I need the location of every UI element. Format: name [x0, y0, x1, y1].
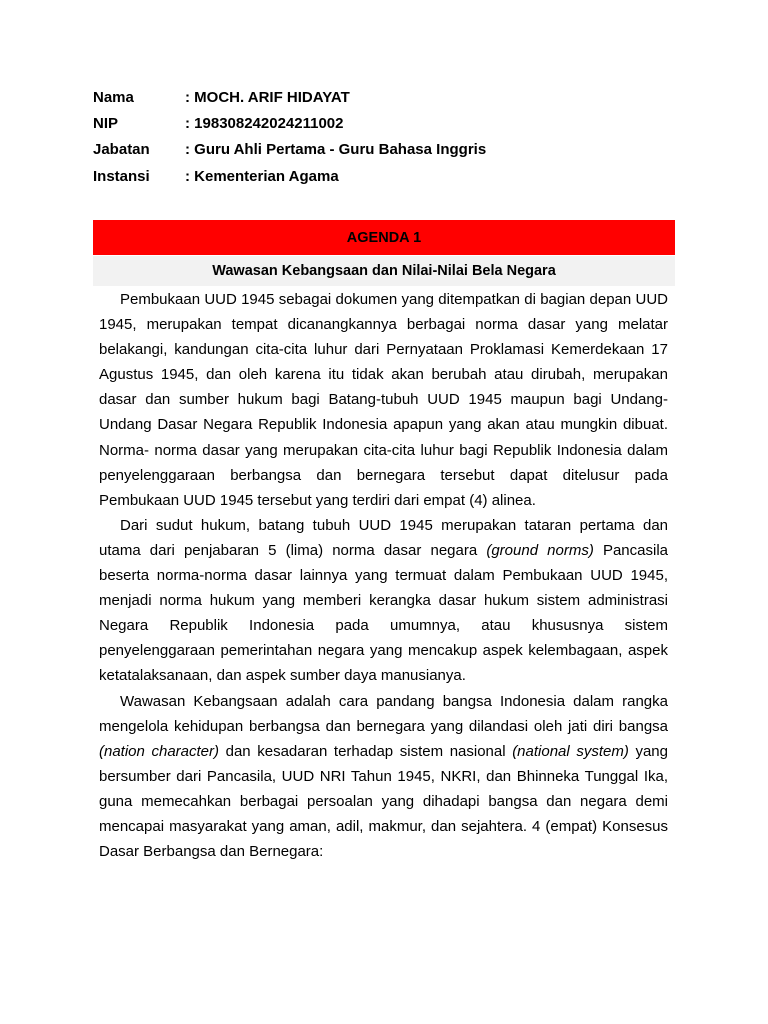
text-segment: Pembukaan UUD 1945 sebagai dokumen yang ditempatkan di bagian depan UUD 1945, merupakan tempat dicanangkannya berbagai norma dasar yang melatar belakangi, kandungan cita-cita luhur dari Pernyataan Proklamasi Kemerdekaan 17 Agustus 1945, dan oleh karena itu tidak akan berubah atau dirubah, merupakan dasar dan sumber hukum bagi Batang-tubuh UUD 1945 maupun bagi Undang-Undang Dasar Negara Republik Indonesia apapun yang akan atau mungkin dibuat. Norma- norma dasar yang merupakan cita-cita luhur bagi Republik Indonesia dalam penyelenggaraan berbangsa dan bernegara tersebut dapat ditelusur pada Pembukaan UUD 1945 tersebut yang terdiri dari empat (4) alinea.: [99, 291, 668, 509]
italic-term: (nation character): [99, 742, 219, 760]
info-row-institution: [93, 163, 486, 189]
italic-term: (national system): [512, 742, 629, 760]
text-segment: Dari sudut hukum, batang tubuh UUD 1945 merupakan tataran pertama dan utama dari penjabaran 5 (lima) norma dasar negara: [99, 516, 668, 559]
info-row-name: [93, 84, 486, 110]
text-segment: yang bersumber dari Pancasila, UUD NRI Tahun 1945, NKRI, dan Bhinneka Tunggal Ika, guna memecahkan berbagai persoalan yang dihadapi bangsa dan negara demi mencapai masyarakat yang aman, adil, makmur, dan sejahtera. 4 (empat) Konsesus Dasar Berbangsa dan Bernegara:: [99, 742, 668, 861]
info-value: : Kementerian Agama: [185, 167, 339, 185]
info-row-position: [93, 137, 486, 163]
agenda-subtitle: Wawasan Kebangsaan dan Nilai-Nilai Bela Negara: [212, 263, 556, 279]
identity-block: [93, 84, 486, 189]
body-paragraph: [99, 689, 668, 865]
info-label: Jabatan: [93, 141, 150, 159]
text-segment: Wawasan Kebangsaan adalah cara pandang bangsa Indonesia dalam rangka mengelola kehidupan berbangsa dan bernegara yang dilandasi oleh jati diri bangsa: [99, 692, 668, 735]
agenda-subtitle-bar: [93, 256, 675, 286]
info-value: : 198308242024211002: [185, 114, 344, 132]
text-segment: Pancasila beserta norma-norma dasar lainnya yang termuat dalam Pembukaan UUD 1945, menjadi norma hukum yang memberi kerangka dasar hukum sistem administrasi Negara Republik Indonesia pada umumnya, atau khususnya sistem penyelenggaraan pemerintahan negara yang mencakup aspek kelembagaan, aspek ketatalaksanaan, dan aspek sumber daya manusianya.: [99, 541, 668, 685]
info-row-nip: [93, 110, 486, 136]
agenda-title-bar: [93, 220, 675, 255]
info-label: NIP: [93, 114, 119, 132]
info-label: Instansi: [93, 167, 150, 185]
body-paragraph: [99, 287, 668, 513]
info-value: : MOCH. ARIF HIDAYAT: [185, 88, 350, 106]
body-paragraph: [99, 513, 668, 689]
document-body: [99, 287, 668, 864]
info-label: Nama: [93, 88, 134, 106]
agenda-title: AGENDA 1: [346, 229, 422, 246]
text-segment: dan kesadaran terhadap sistem nasional: [219, 742, 513, 760]
italic-term: (ground norms): [486, 541, 594, 559]
info-value: : Guru Ahli Pertama - Guru Bahasa Inggris: [185, 141, 487, 159]
